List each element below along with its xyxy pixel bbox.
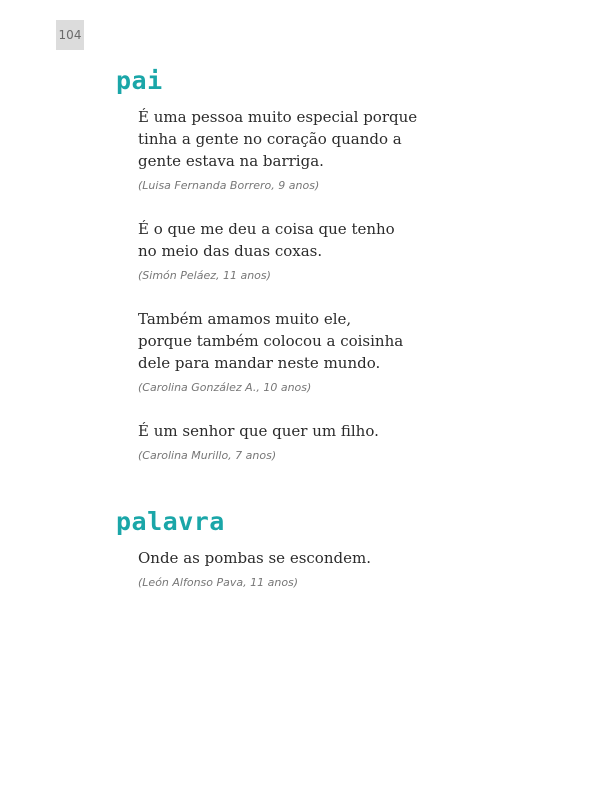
- entry-pai: [116, 66, 546, 464]
- definition-item: [138, 106, 546, 194]
- definition-text: É um senhor que quer um filho.: [138, 422, 379, 440]
- definitions-list: [138, 547, 546, 591]
- definition-item: [138, 308, 546, 396]
- definition-text: É o que me deu a coisa que tenho no meio das duas coxas.: [138, 220, 395, 260]
- page-number: 104: [56, 20, 84, 50]
- entry-title: palavra: [116, 507, 225, 536]
- definition-text: Também amamos muito ele, porque também colocou a coisinha dele para mandar neste mundo.: [138, 310, 404, 372]
- definition-item: [138, 218, 546, 284]
- definition-text: Onde as pombas se escondem.: [138, 549, 371, 567]
- definition-item: [138, 420, 546, 464]
- definition-attribution: (León Alfonso Pava, 11 anos): [138, 576, 299, 589]
- definition-attribution: (Simón Peláez, 11 anos): [138, 269, 271, 282]
- entry-palavra: [116, 507, 546, 591]
- definition-text: É uma pessoa muito especial porque tinha a gente no coração quando a gente estava na barriga.: [138, 108, 418, 170]
- entry-title: pai: [116, 66, 163, 95]
- definitions-list: [138, 106, 546, 464]
- definition-item: [138, 547, 546, 591]
- definition-attribution: (Luisa Fernanda Borrero, 9 anos): [138, 179, 320, 192]
- definition-attribution: (Carolina Murillo, 7 anos): [138, 449, 277, 462]
- definition-attribution: (Carolina González A., 10 anos): [138, 381, 312, 394]
